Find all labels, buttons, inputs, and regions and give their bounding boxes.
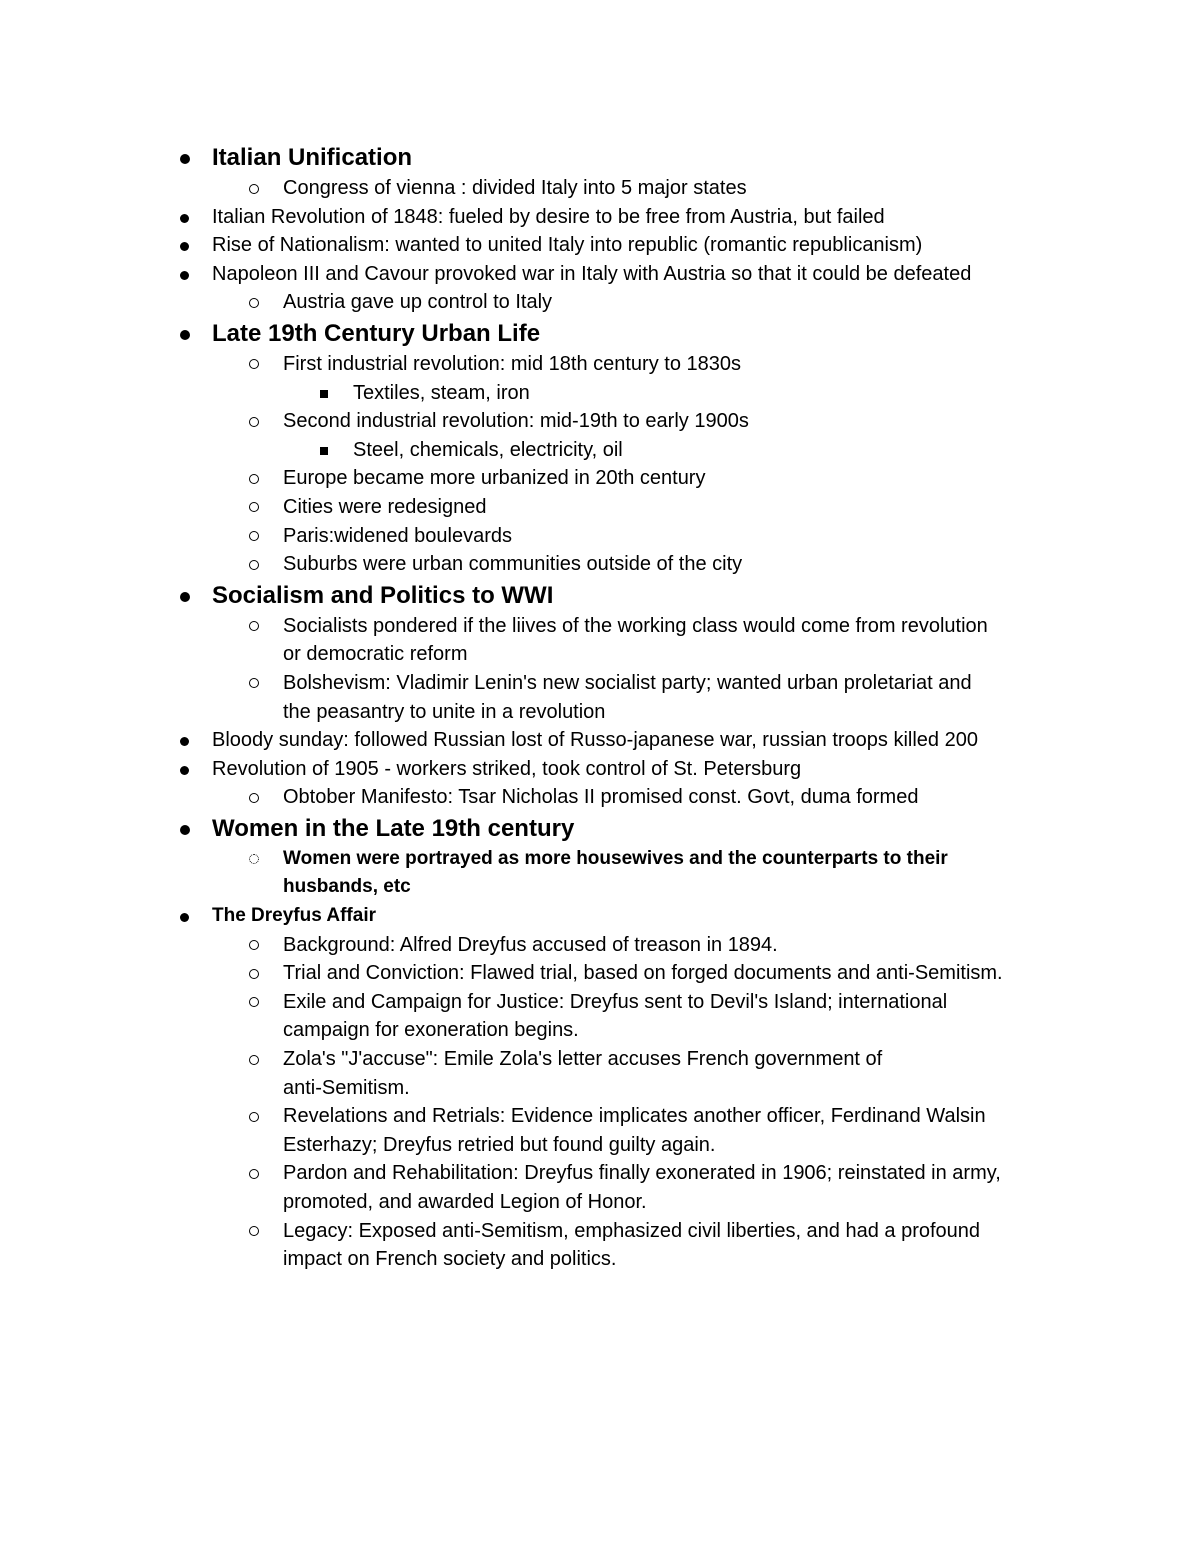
hollow-circle-bullet-icon (249, 184, 259, 194)
filled-circle-bullet-icon (180, 913, 189, 922)
item-text: Revelations and Retrials: Evidence implicates another officer, Ferdinand Walsin (283, 1105, 986, 1128)
hollow-circle-bullet-icon (249, 298, 259, 308)
item-text: Zola's "J'accuse": Emile Zola's letter accuses French government of (283, 1048, 883, 1071)
item-text-continuation: Esterhazy; Dreyfus retried but found guilty again. (283, 1133, 716, 1156)
item-text-continuation: husbands, etc (283, 876, 411, 898)
list-item-continuation (0, 1131, 1200, 1160)
list-item (0, 612, 1200, 641)
list-item (0, 931, 1200, 960)
item-text: Rise of Nationalism: wanted to united Italy into republic (romantic republicanism) (212, 234, 923, 257)
item-text-continuation: promoted, and awarded Legion of Honor. (283, 1191, 647, 1213)
list-item (0, 783, 1200, 812)
list-item-continuation (0, 873, 1200, 902)
item-text: Suburbs were urban communities outside of the city (283, 553, 743, 576)
list-item (0, 260, 1200, 289)
list-item (0, 464, 1200, 493)
item-text: Austria gave up control to Italy (283, 291, 553, 314)
item-text: Exile and Campaign for Justice: Dreyfus sent to Devil's Island; international (283, 990, 948, 1013)
square-bullet-icon (320, 447, 328, 455)
item-text: Women were portrayed as more housewives and the counterparts to their (283, 847, 948, 869)
list-item (0, 1045, 1200, 1074)
hollow-circle-bullet-icon (249, 1055, 259, 1065)
hollow-circle-bullet-icon (249, 502, 259, 512)
filled-circle-bullet-icon (180, 214, 189, 223)
list-item (0, 726, 1200, 755)
item-text: Revolution of 1905 - workers striked, took control of St. Petersburg (212, 757, 802, 780)
section-heading (0, 318, 1200, 350)
item-text-continuation: impact on French society and politics. (283, 1248, 617, 1271)
list-item (0, 522, 1200, 551)
list-item (0, 379, 1200, 408)
heading-text: Socialism and Politics to WWI (212, 581, 554, 609)
list-item (0, 174, 1200, 203)
filled-circle-bullet-icon (180, 271, 189, 280)
list-item (0, 288, 1200, 317)
hollow-circle-bullet-icon (249, 621, 259, 631)
item-text: Congress of vienna : divided Italy into 5 major states (283, 177, 747, 199)
item-text: Textiles, steam, iron (353, 381, 530, 404)
heading-text: Women in the Late 19th century (212, 814, 575, 842)
heading-text: Italian Unification (212, 144, 413, 171)
item-text: First industrial revolution: mid 18th century to 1830s (283, 352, 741, 375)
list-item (0, 493, 1200, 522)
hollow-circle-bullet-icon (249, 359, 259, 369)
list-item (0, 1102, 1200, 1131)
hollow-circle-bullet-icon (249, 940, 259, 950)
filled-circle-bullet-icon (180, 592, 190, 602)
list-item (0, 550, 1200, 579)
item-text: Socialists pondered if the liives of the working class would come from revolution (283, 614, 988, 637)
item-text: The Dreyfus Affair (212, 905, 376, 927)
list-item (0, 1217, 1200, 1246)
hollow-circle-bullet-icon (249, 969, 259, 979)
item-text: Bloody sunday: followed Russian lost of Russo-japanese war, russian troops killed 200 (212, 729, 978, 752)
list-item (0, 1159, 1200, 1188)
item-text: Background: Alfred Dreyfus accused of treason in 1894. (283, 933, 778, 956)
list-item-continuation (0, 698, 1200, 727)
square-bullet-icon (320, 390, 328, 398)
filled-circle-bullet-icon (180, 154, 190, 164)
document-body (0, 141, 1200, 1274)
list-item (0, 350, 1200, 379)
list-item (0, 988, 1200, 1017)
item-text: Bolshevism: Vladimir Lenin's new socialist party; wanted urban proletariat and (283, 671, 972, 694)
filled-circle-bullet-icon (180, 242, 189, 251)
item-text: Pardon and Rehabilitation: Dreyfus finally exonerated in 1906; reinstated in army, (283, 1162, 1001, 1185)
section-heading (0, 580, 1200, 612)
item-text: Napoleon III and Cavour provoked war in Italy with Austria so that it could be defeated (212, 262, 972, 285)
list-item-continuation (0, 1188, 1200, 1217)
item-text: Steel, chemicals, electricity, oil (353, 438, 623, 461)
hollow-circle-bullet-icon (249, 1112, 259, 1122)
hollow-circle-bullet-icon (249, 1226, 259, 1236)
list-item (0, 231, 1200, 260)
item-text: Cities were redesigned (283, 495, 487, 518)
item-text-continuation: or democratic reform (283, 643, 468, 666)
filled-circle-bullet-icon (180, 330, 190, 340)
item-text: Europe became more urbanized in 20th century (283, 467, 706, 490)
section-heading (0, 142, 1200, 174)
filled-circle-bullet-icon (180, 737, 189, 746)
hollow-circle-bullet-icon (249, 474, 259, 484)
section-heading (0, 813, 1200, 845)
list-item-continuation (0, 1074, 1200, 1103)
filled-circle-bullet-icon (180, 825, 190, 835)
list-item (0, 902, 1200, 931)
hollow-circle-bullet-icon (249, 997, 259, 1007)
list-item (0, 669, 1200, 698)
list-item (0, 407, 1200, 436)
item-text: Obtober Manifesto: Tsar Nicholas II promised const. Govt, duma formed (283, 786, 919, 809)
list-item (0, 203, 1200, 232)
list-item (0, 755, 1200, 784)
item-text-continuation: anti-Semitism. (283, 1076, 410, 1099)
item-text-continuation: campaign for exoneration begins. (283, 1019, 579, 1042)
list-item-continuation (0, 1245, 1200, 1274)
hollow-circle-bullet-icon (249, 417, 259, 427)
item-text: Trial and Conviction: Flawed trial, based on forged documents and anti-Semitism. (283, 962, 1003, 985)
item-text: Italian Revolution of 1848: fueled by desire to be free from Austria, but failed (212, 205, 885, 228)
hollow-circle-bullet-icon (249, 531, 259, 541)
hollow-circle-bullet-icon (249, 560, 259, 570)
item-text: Legacy: Exposed anti-Semitism, emphasized civil liberties, and had a profound (283, 1219, 981, 1242)
item-text: Paris:widened boulevards (283, 524, 513, 547)
filled-circle-bullet-icon (180, 766, 189, 775)
item-text: Second industrial revolution: mid-19th to early 1900s (283, 410, 749, 433)
hollow-circle-bullet-icon (249, 854, 259, 864)
heading-text: Late 19th Century Urban Life (212, 319, 541, 347)
list-item-continuation (0, 640, 1200, 669)
list-item (0, 959, 1200, 988)
list-item (0, 436, 1200, 465)
hollow-circle-bullet-icon (249, 1169, 259, 1179)
item-text-continuation: the peasantry to unite in a revolution (283, 700, 606, 723)
list-item (0, 845, 1200, 874)
hollow-circle-bullet-icon (249, 793, 259, 803)
list-item-continuation (0, 1016, 1200, 1045)
hollow-circle-bullet-icon (249, 678, 259, 688)
